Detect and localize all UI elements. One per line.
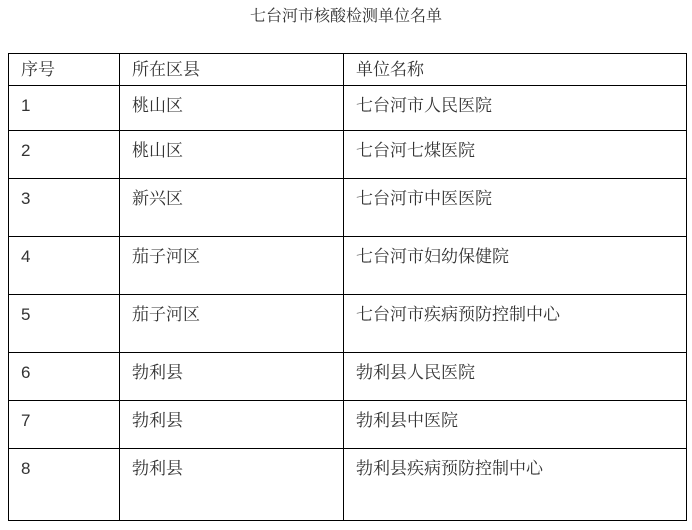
table-row	[9, 237, 687, 295]
cell-no: 8	[9, 449, 120, 521]
cell-district: 茄子河区	[120, 295, 344, 353]
cell-unit: 七台河市妇幼保健院	[344, 237, 687, 295]
table-row	[9, 353, 687, 401]
cell-no: 4	[9, 237, 120, 295]
cell-district: 勃利县	[120, 449, 344, 521]
cell-no: 7	[9, 401, 120, 449]
cell-no: 3	[9, 179, 120, 237]
cell-district: 勃利县	[120, 401, 344, 449]
table-row	[9, 131, 687, 179]
cell-unit: 七台河市疾病预防控制中心	[344, 295, 687, 353]
cell-district: 桃山区	[120, 131, 344, 179]
cell-district: 新兴区	[120, 179, 344, 237]
cell-no: 6	[9, 353, 120, 401]
cell-district: 勃利县	[120, 353, 344, 401]
cell-no: 2	[9, 131, 120, 179]
cell-district: 桃山区	[120, 86, 344, 131]
table-header-row	[9, 54, 687, 86]
cell-unit: 勃利县中医院	[344, 401, 687, 449]
cell-no: 5	[9, 295, 120, 353]
cell-unit: 勃利县人民医院	[344, 353, 687, 401]
cell-unit: 七台河市人民医院	[344, 86, 687, 131]
cell-unit: 勃利县疾病预防控制中心	[344, 449, 687, 521]
table-row	[9, 295, 687, 353]
cell-no: 1	[9, 86, 120, 131]
table-row	[9, 449, 687, 521]
testing-units-table	[8, 53, 687, 521]
column-header-unit: 单位名称	[344, 54, 687, 86]
table-row	[9, 401, 687, 449]
cell-unit: 七台河七煤医院	[344, 131, 687, 179]
table-row	[9, 86, 687, 131]
table-row	[9, 179, 687, 237]
column-header-district: 所在区县	[120, 54, 344, 86]
cell-district: 茄子河区	[120, 237, 344, 295]
page-title: 七台河市核酸检测单位名单	[249, 8, 442, 25]
column-header-no: 序号	[9, 54, 120, 86]
cell-unit: 七台河市中医医院	[344, 179, 687, 237]
